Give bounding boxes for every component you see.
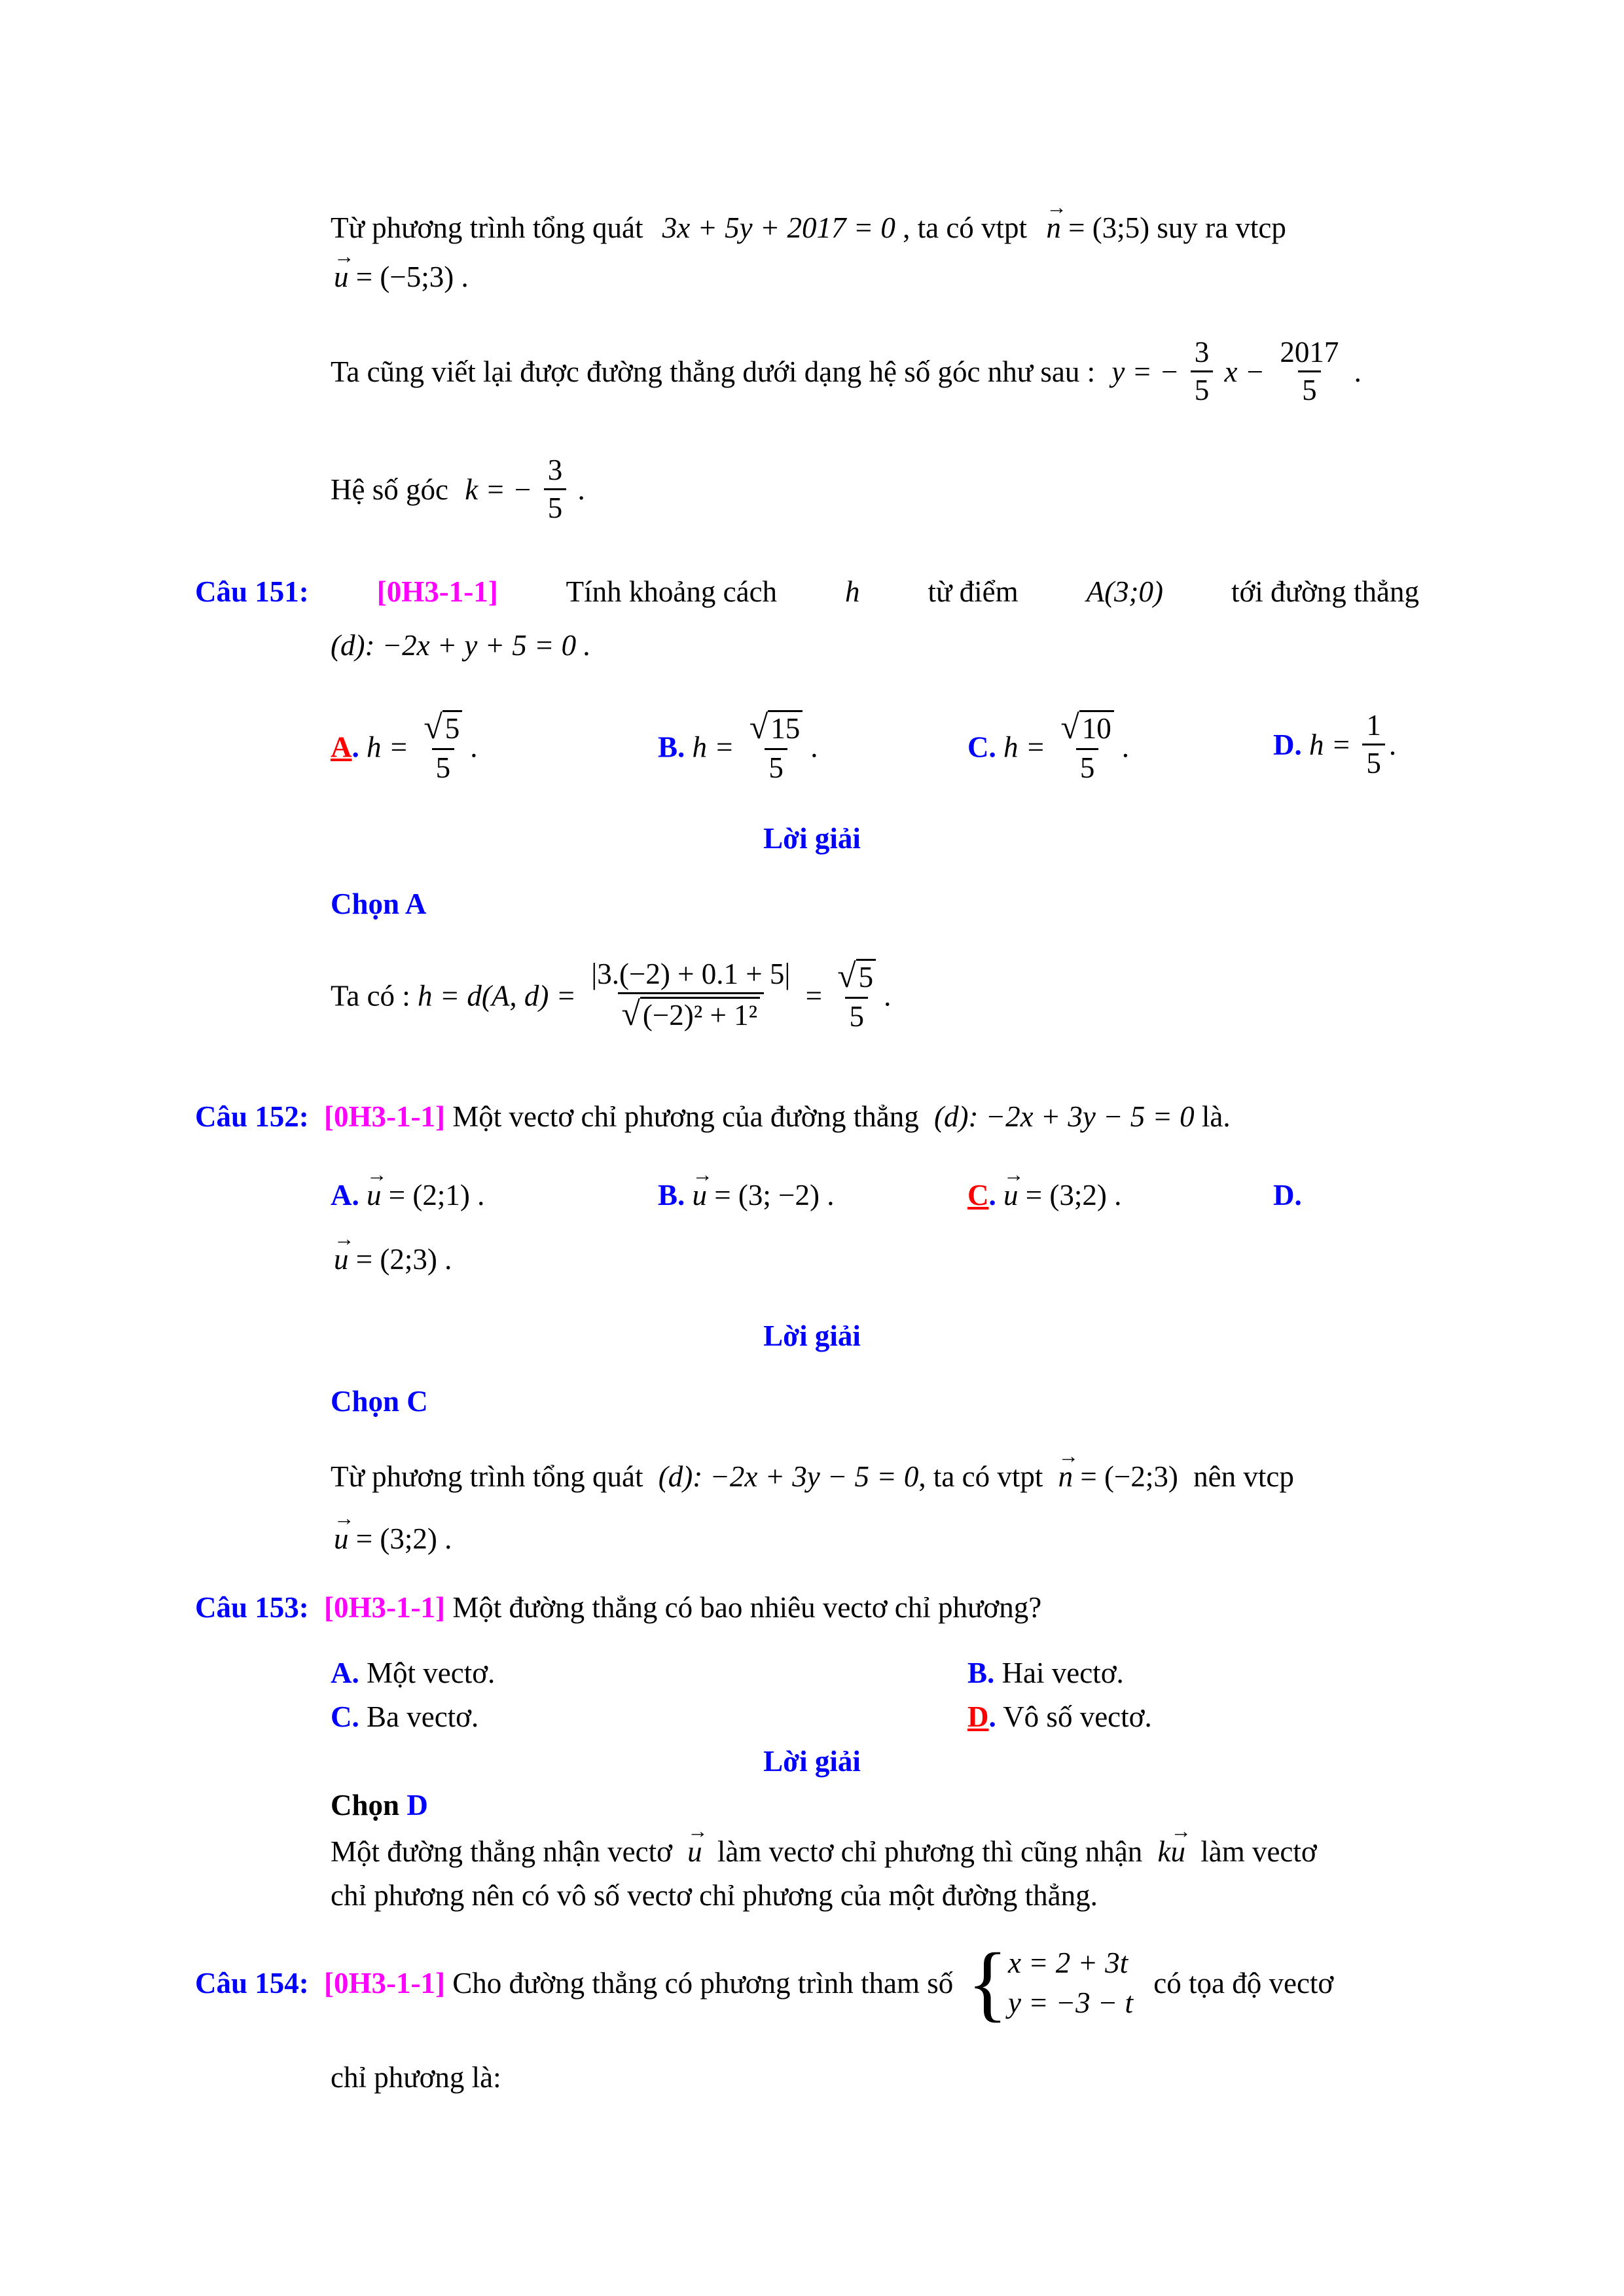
text: Một đường thẳng nhận vectơ bbox=[331, 1835, 672, 1868]
option-text: Vô số vectơ. bbox=[1003, 1700, 1152, 1733]
option-label: B. bbox=[658, 1179, 685, 1211]
line-equation: (d): −2x + y + 5 = 0 . bbox=[331, 629, 591, 662]
option-153-a[interactable] bbox=[331, 1656, 495, 1690]
scalar-k: k bbox=[1157, 1835, 1171, 1868]
period: . bbox=[1121, 730, 1130, 764]
denominator: 5 bbox=[1191, 370, 1214, 406]
line-equation: (d): −2x + 3y − 5 = 0 bbox=[658, 1460, 919, 1493]
option-152-d[interactable] bbox=[334, 1242, 452, 1276]
question-153-line-1 bbox=[195, 1590, 1041, 1624]
text: Từ phương trình tổng quát bbox=[331, 211, 643, 244]
equation: k = − bbox=[465, 473, 533, 506]
text: Hệ số góc bbox=[331, 473, 448, 506]
direction-vector: → u bbox=[367, 1178, 382, 1212]
question-text: Tính khoảng cách bbox=[566, 575, 778, 608]
text: Từ phương trình tổng quát bbox=[331, 1460, 643, 1493]
option-label: B. bbox=[967, 1657, 995, 1689]
option-dot: . bbox=[988, 1700, 996, 1733]
option-value: = (2;1) . bbox=[381, 1179, 485, 1211]
period: . bbox=[810, 730, 818, 764]
numerator: √5 bbox=[420, 710, 466, 748]
fraction bbox=[420, 710, 466, 784]
brace: { bbox=[967, 1936, 1008, 2030]
equation: y = − bbox=[1111, 355, 1180, 388]
solution-heading: Lời giải bbox=[763, 1319, 861, 1352]
fraction bbox=[746, 710, 806, 784]
option-152-c[interactable] bbox=[967, 1178, 1121, 1212]
question-text: Một đường thẳng có bao nhiêu vectơ chỉ phương? bbox=[452, 1591, 1042, 1624]
equation: h = bbox=[1003, 730, 1046, 764]
option-152-a[interactable] bbox=[331, 1178, 484, 1212]
period: . bbox=[470, 730, 478, 764]
option-label: B. bbox=[658, 730, 685, 764]
equation: h = bbox=[692, 730, 734, 764]
option-151-c[interactable] bbox=[967, 710, 1129, 784]
option-dot: . bbox=[988, 1179, 996, 1211]
choose-label: Chọn bbox=[331, 1789, 400, 1821]
option-151-a[interactable] bbox=[331, 710, 478, 784]
denominator: 5 bbox=[432, 748, 455, 783]
vector-u: → u bbox=[687, 1835, 702, 1869]
point: A(3;0) bbox=[1086, 575, 1164, 608]
text: , ta có vtpt bbox=[918, 1460, 1043, 1493]
denominator: 5 bbox=[1362, 744, 1385, 779]
prev-line-3 bbox=[331, 337, 1362, 406]
value: = (3;2) . bbox=[348, 1522, 452, 1555]
period: . bbox=[1354, 355, 1362, 388]
text: nên vtcp bbox=[1193, 1460, 1294, 1493]
numerator: √10 bbox=[1056, 710, 1117, 748]
parametric-system bbox=[1008, 1943, 1133, 2023]
question-code: [0H3-1-1] bbox=[324, 1100, 445, 1133]
direction-vector: → u bbox=[334, 1522, 349, 1556]
question-154-line-2 bbox=[331, 2060, 501, 2094]
normal-vector: → n bbox=[1058, 1460, 1074, 1494]
numerator: √15 bbox=[746, 710, 806, 748]
value: = (3;5) bbox=[1060, 211, 1150, 244]
period: . bbox=[884, 979, 892, 1013]
radicand: (−2)² + 1² bbox=[640, 997, 760, 1031]
denominator: 5 bbox=[1298, 370, 1321, 406]
equation-x: x = 2 + 3t bbox=[1007, 1946, 1128, 1980]
option-text: Ba vectơ. bbox=[367, 1700, 479, 1733]
equation: h = bbox=[1309, 728, 1352, 761]
chosen-answer: Chọn C bbox=[331, 1385, 428, 1418]
denominator: √(−2)² + 1² bbox=[618, 992, 765, 1032]
denominator: 5 bbox=[1076, 748, 1099, 783]
prev-line-4 bbox=[331, 455, 585, 524]
text: chỉ phương nên có vô số vectơ chỉ phương của một đường thẳng. bbox=[331, 1879, 1098, 1912]
option-label: D. bbox=[1273, 1179, 1302, 1211]
q153-work-line-1 bbox=[331, 1835, 1317, 1869]
fraction bbox=[1362, 710, 1385, 780]
question-label: Câu 151: bbox=[195, 575, 309, 608]
solution-heading: Lời giải bbox=[763, 822, 861, 855]
q151-work bbox=[331, 959, 891, 1033]
option-label: D bbox=[967, 1700, 989, 1733]
option-value: = (2;3) . bbox=[348, 1243, 452, 1276]
solution-heading: Lời giải bbox=[763, 1745, 861, 1778]
text: suy ra vtcp bbox=[1149, 211, 1286, 244]
option-label: C. bbox=[967, 730, 996, 764]
fraction bbox=[587, 959, 794, 1033]
equation: h = d(A, d) = bbox=[418, 979, 576, 1013]
question-code: [0H3-1-1] bbox=[324, 1591, 445, 1624]
text: làm vectơ chỉ phương thì cũng nhận bbox=[717, 1835, 1143, 1868]
question-152-line-1 bbox=[195, 1100, 1231, 1134]
equation: x − bbox=[1224, 355, 1265, 388]
option-label: A. bbox=[331, 1179, 359, 1211]
option-151-b[interactable] bbox=[658, 710, 818, 784]
option-153-c[interactable] bbox=[331, 1700, 478, 1734]
fraction bbox=[544, 455, 567, 524]
radicand: 5 bbox=[442, 710, 463, 744]
radicand: 15 bbox=[768, 710, 803, 744]
prev-line-2 bbox=[334, 260, 469, 294]
numerator: √5 bbox=[833, 959, 880, 997]
numerator: 2017 bbox=[1280, 336, 1339, 368]
option-text: Hai vectơ. bbox=[1001, 1657, 1124, 1689]
variable: h bbox=[845, 575, 860, 608]
text: làm vectơ bbox=[1200, 1835, 1317, 1868]
radicand: 5 bbox=[856, 959, 876, 993]
chosen-answer bbox=[331, 1788, 428, 1822]
q152-work-line-2 bbox=[334, 1522, 452, 1556]
question-text: có tọa độ vectơ bbox=[1153, 1967, 1334, 2000]
question-text: từ điểm bbox=[928, 575, 1019, 608]
denominator: 5 bbox=[544, 488, 567, 524]
period: . bbox=[1388, 728, 1397, 761]
direction-vector: → u bbox=[1003, 1178, 1019, 1212]
question-text: Một vectơ chỉ phương của đường thẳng bbox=[452, 1100, 919, 1133]
fraction bbox=[833, 959, 880, 1033]
option-label: C. bbox=[331, 1700, 359, 1733]
option-value: = (3; −2) . bbox=[707, 1179, 835, 1211]
line-equation: (d): −2x + 3y − 5 = 0 bbox=[934, 1100, 1195, 1133]
question-label: Câu 153: bbox=[195, 1591, 309, 1624]
choose-letter: D bbox=[406, 1789, 428, 1821]
fraction bbox=[1191, 337, 1214, 406]
fraction bbox=[1056, 710, 1117, 784]
q152-work-line-1 bbox=[331, 1460, 1294, 1494]
value: = (−5;3) . bbox=[348, 260, 469, 293]
option-152-b[interactable] bbox=[658, 1178, 835, 1212]
option-label: D. bbox=[1273, 728, 1302, 761]
option-label: A. bbox=[331, 1657, 359, 1689]
numerator: 1 bbox=[1366, 709, 1381, 742]
option-value: = (3;2) . bbox=[1018, 1179, 1122, 1211]
equation: h = bbox=[367, 730, 409, 764]
question-label: Câu 152: bbox=[195, 1100, 309, 1133]
direction-vector: → u bbox=[334, 1242, 349, 1276]
option-dot: . bbox=[352, 730, 359, 764]
normal-vector: → n bbox=[1046, 211, 1061, 245]
question-text: Cho đường thẳng có phương trình tham số bbox=[452, 1967, 954, 2000]
option-label: C bbox=[967, 1179, 989, 1211]
direction-vector: → u bbox=[693, 1178, 708, 1212]
value: = (−2;3) bbox=[1073, 1460, 1178, 1493]
chosen-answer: Chọn A bbox=[331, 888, 427, 920]
question-text: là. bbox=[1201, 1100, 1231, 1133]
numerator: 3 bbox=[1194, 336, 1210, 368]
period: . bbox=[577, 473, 585, 506]
equation: 3x + 5y + 2017 = 0 bbox=[662, 211, 895, 244]
question-code: [0H3-1-1] bbox=[376, 575, 498, 608]
option-text: Một vectơ. bbox=[367, 1657, 496, 1689]
option-151-d[interactable] bbox=[1273, 710, 1396, 780]
q153-work-line-2 bbox=[331, 1878, 1098, 1912]
question-text: chỉ phương là: bbox=[331, 2061, 501, 2094]
question-code: [0H3-1-1] bbox=[324, 1967, 445, 2000]
question-151-line-1 bbox=[195, 575, 1419, 609]
question-154-line-1 bbox=[195, 1936, 1334, 2030]
option-153-b[interactable] bbox=[967, 1656, 1124, 1690]
option-label: A bbox=[331, 730, 352, 764]
question-151-line-2 bbox=[331, 628, 591, 662]
prev-line-1 bbox=[331, 211, 1286, 245]
numerator: |3.(−2) + 0.1 + 5| bbox=[591, 958, 791, 990]
vector-u: → u bbox=[1170, 1835, 1185, 1869]
text: Ta có : bbox=[331, 979, 410, 1013]
question-text: tới đường thẳng bbox=[1231, 575, 1419, 608]
numerator: 3 bbox=[547, 454, 563, 486]
denominator: 5 bbox=[765, 748, 787, 783]
equation-y: y = −3 − t bbox=[1007, 1986, 1134, 2019]
option-153-d[interactable] bbox=[967, 1700, 1152, 1734]
radicand: 10 bbox=[1079, 710, 1114, 744]
text: , ta có vtpt bbox=[903, 211, 1028, 244]
equals: = bbox=[805, 979, 823, 1013]
option-152-d-label[interactable] bbox=[1273, 1178, 1302, 1212]
direction-vector: → u bbox=[334, 260, 349, 294]
fraction bbox=[1276, 337, 1343, 406]
text: Ta cũng viết lại được đường thẳng dưới dạng hệ số góc như sau : bbox=[331, 355, 1096, 388]
denominator: 5 bbox=[845, 997, 868, 1032]
question-label: Câu 154: bbox=[195, 1967, 309, 2000]
